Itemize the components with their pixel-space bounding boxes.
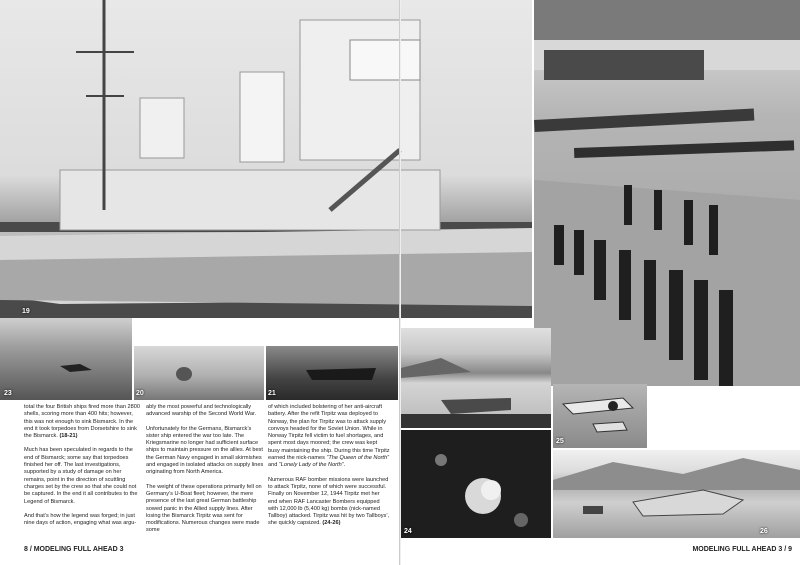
paragraph: total the four British ships fired more than 2800 shells, scoring more than 400 hits; however, this was not enough to sink Bismarck. In the end it took torpedoes from Dorsetshire to sink the Bismarck. (18-21) <box>24 404 140 440</box>
paragraph: The weight of these operations primarily fell on Germany’s U-Boat fleet; however, the mere presence of the last great German battleship sowed panic in the Allied supply lines. After losing the Bismarck Tirpitz was sent for modifications. Numerous changes were made some <box>146 483 262 534</box>
paragraph: And that’s how the legend was forged; in just nine days of action, engaging what was argu- <box>24 512 137 527</box>
page-gutter <box>399 0 401 565</box>
text-column-3 <box>268 404 390 535</box>
paragraph: Unfortunately for the Germans, Bismarck’s sister ship entered the war too late. The Kriegsmarine no longer had sufficient surface ships to maintain pressure on the allies. At best the German Navy engaged in small skirmishes and engaged in isolated attacks on supply lines originating from North America. <box>146 425 264 476</box>
photo-battleship-main <box>0 0 532 318</box>
photo-sea-1 <box>0 318 132 400</box>
folio-left: 8 / MODELING FULL AHEAD 3 <box>24 546 124 553</box>
photo-label-19: 19 <box>22 308 30 315</box>
photo-label-25: 25 <box>556 438 564 445</box>
paragraph: of which included bolstering of her anti-aircraft battery. After the refit Tirpitz was deployed to Norway, the plan for Tirpitz was to attack supply convoys headed for the Soviet Union. While in Norway Tirpitz fell victim to fuel shortages, and spent most days moored; the crew was kept busy maintaining the ship. During this time Tirpitz earned the nick-names “The Queen of the North” and “Lonely Lady of the North”. <box>268 404 390 469</box>
photo-label-23: 23 <box>4 390 12 397</box>
photo-sea-2 <box>134 346 264 400</box>
text-column-1 <box>24 404 142 534</box>
photo-capsized-ship <box>553 450 800 538</box>
text-column-2 <box>146 404 264 542</box>
folio-right: MODELING FULL AHEAD 3 / 9 <box>692 546 792 553</box>
photo-sea-3 <box>266 346 398 400</box>
photo-aircraft <box>553 384 647 448</box>
photo-aerial-bombing <box>401 430 551 538</box>
paragraph: ably the most powerful and technologically advanced warship of the Second World War. <box>146 404 257 418</box>
crew-illustration <box>534 0 800 386</box>
battleship-illustration <box>0 0 532 318</box>
photo-fjord <box>401 328 551 428</box>
photo-label-26: 26 <box>760 528 768 535</box>
photo-crew-deck <box>534 0 800 386</box>
photo-label-20: 20 <box>136 390 144 397</box>
photo-label-21: 21 <box>268 390 276 397</box>
paragraph: Numerous RAF bomber missions were launched to attack Tirpitz, none of which were successful. Finally on November 12, 1944 Tirpitz met her end when RAF Lancaster Bombers equipped with 12,000 lb (5,400 kg) bombs (nick-named Tallboy) attacked. Tirpitz was hit by two Tallboys’, she quickly capsized. (24-26) <box>268 476 390 527</box>
photo-label-24: 24 <box>404 528 412 535</box>
paragraph: Much has been speculated in regards to the end of Bismarck; some say that torpedoes finished her off. The last investigations, supported by a study of damage on her remains, point in the direction of scuttling charges set by the crew so that she could not be captured. In the end it all contributes to the Legend of Bismarck. <box>24 447 138 505</box>
